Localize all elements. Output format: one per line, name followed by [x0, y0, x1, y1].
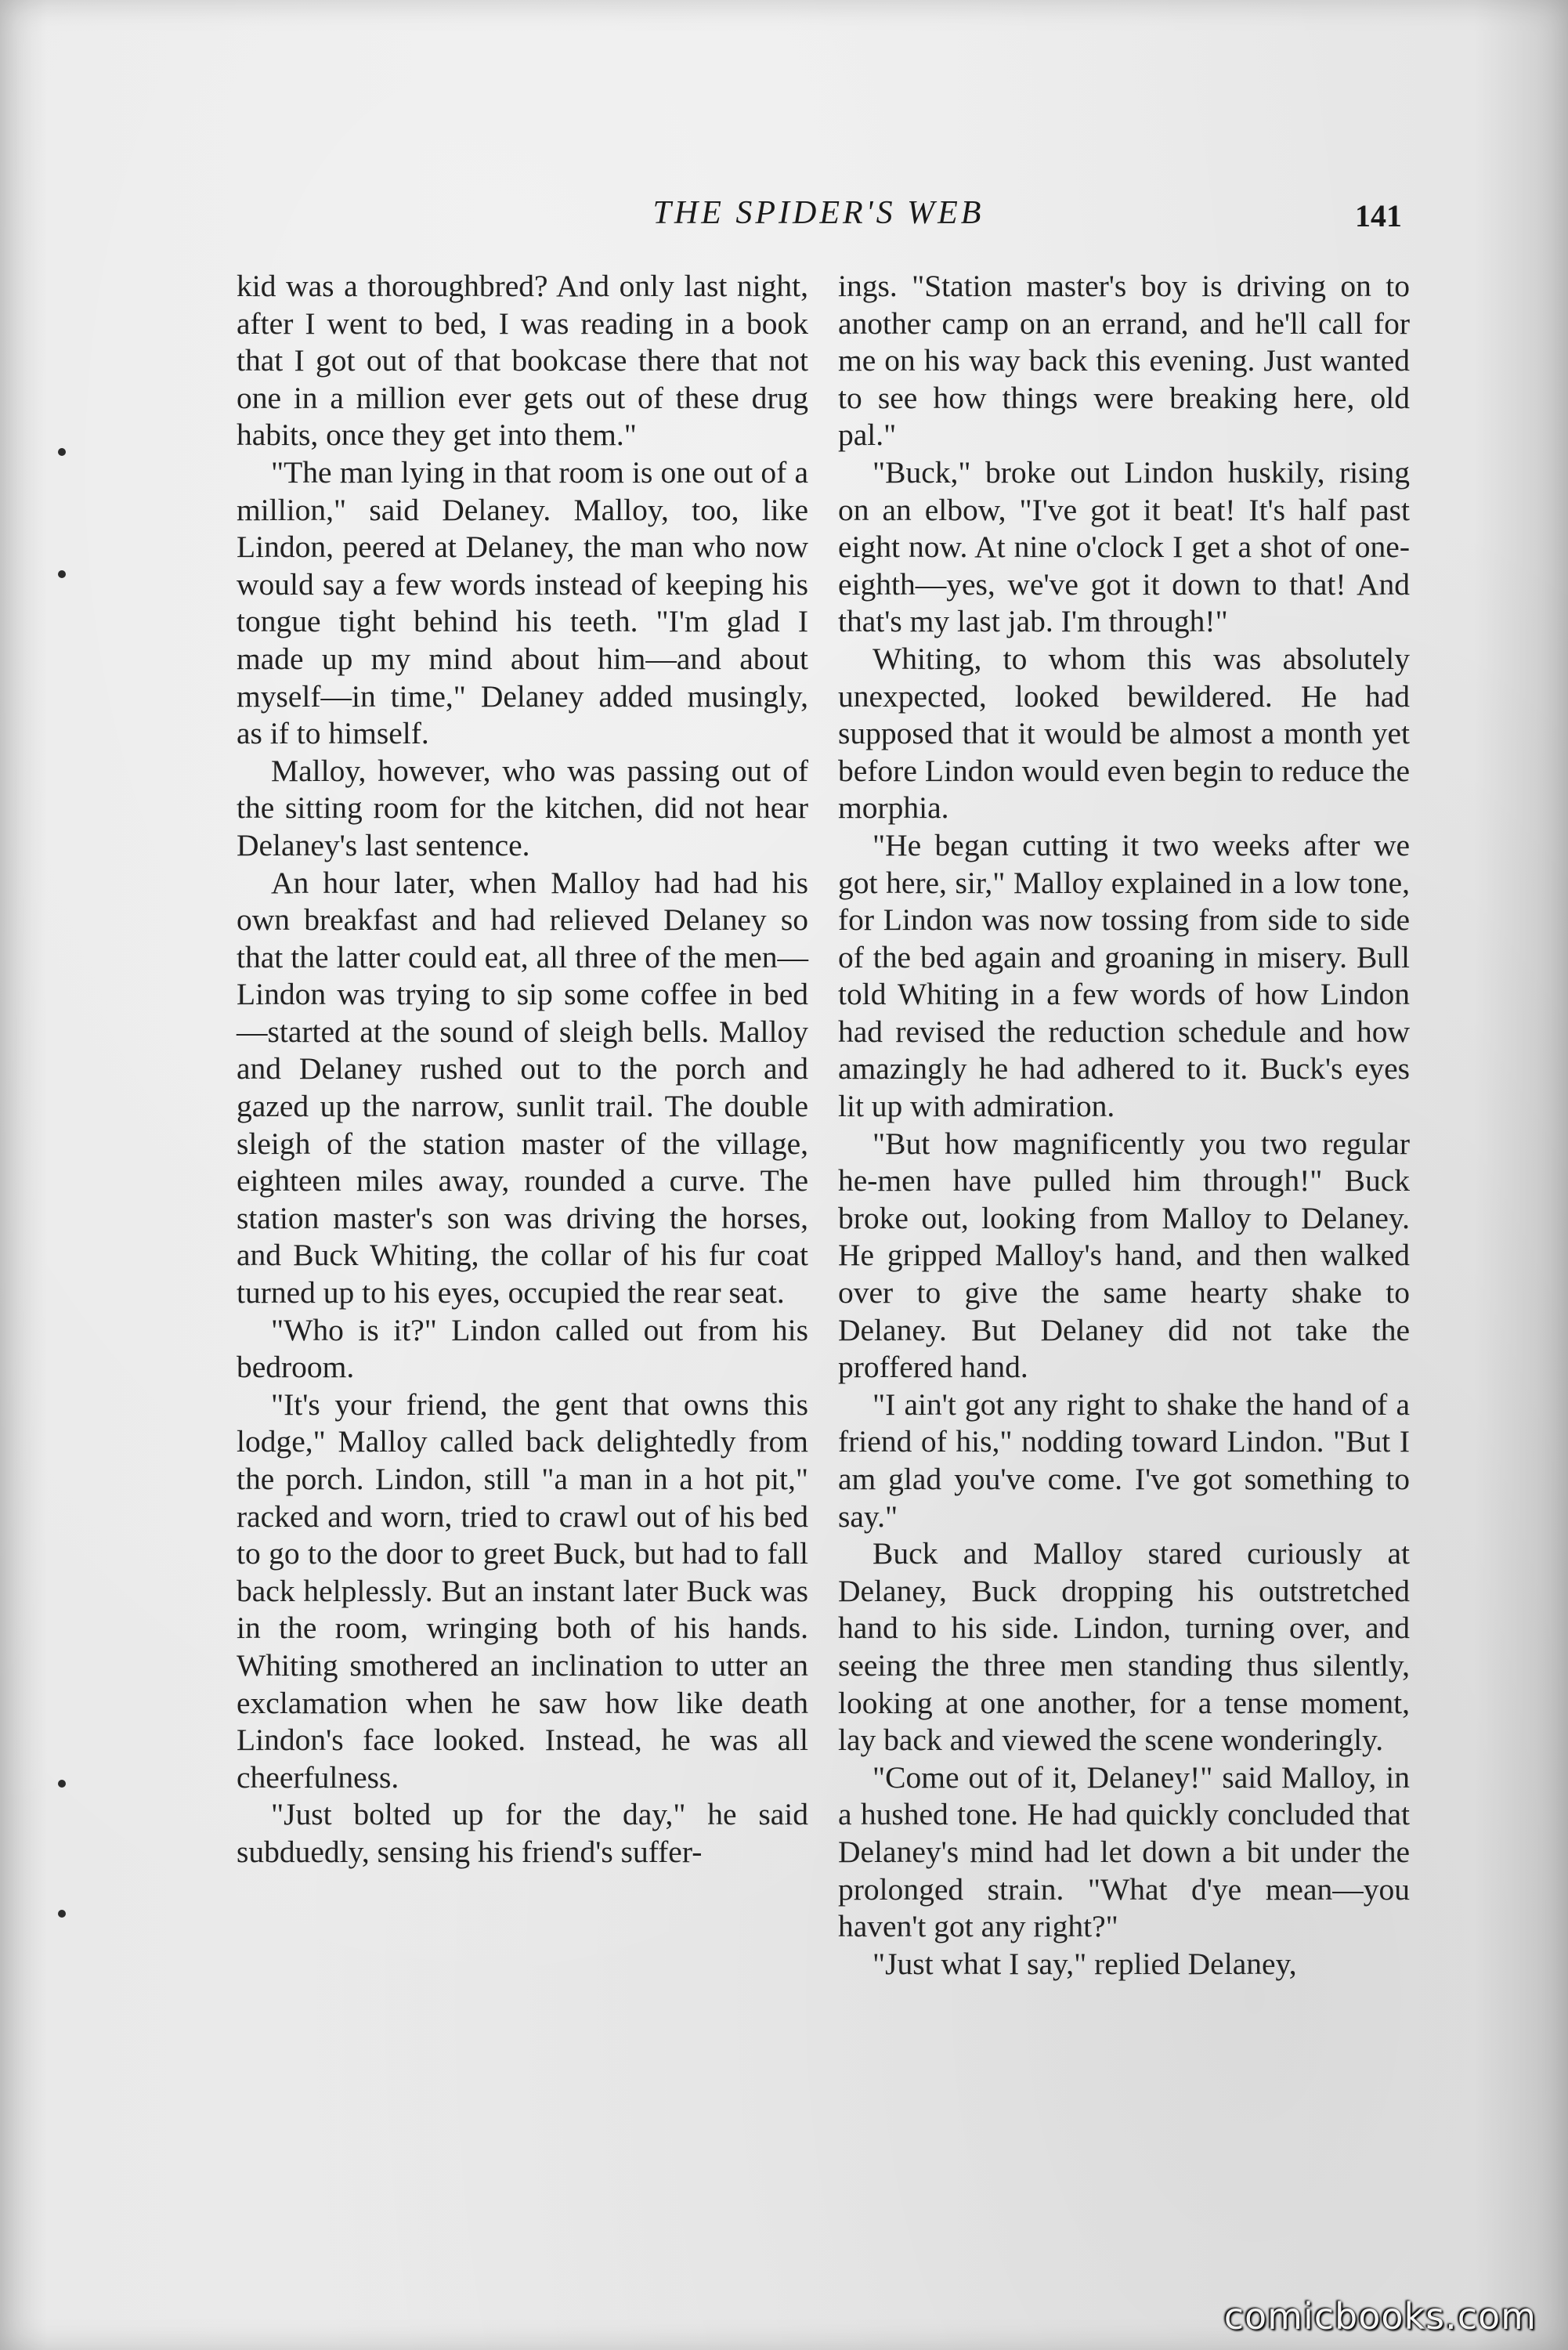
running-head: THE SPIDER'S WEB — [652, 195, 985, 231]
paragraph: "Who is it?" Lindon called out from his bedroom. — [237, 1312, 808, 1385]
paragraph: Buck and Malloy stared curiously at Delaney, Buck dropping his outstretched hand to his side. Lindon, turning over, and seeing the three men standing thus silently, looking at one another, for a tense moment, lay back and viewed the scene wonderingly. — [838, 1536, 1410, 1758]
paragraph: "He began cutting it two weeks after we got here, sir," Malloy explained in a low tone, for Lindon was now tossing from side to side of the bed again and groaning in misery. Bull told Whiting in a few words of how Lindon had revised the reduction schedule and how amazingly he had adhered to it. Buck's eyes lit up with admiration. — [838, 827, 1410, 1124]
left-column — [237, 268, 808, 1871]
binding-hole — [58, 1780, 66, 1788]
paragraph: "Just what I say," replied Delaney, — [873, 1946, 1297, 1981]
paragraph: kid was a thoroughbred? And only last night, after I went to bed, I was reading in a book that I got out of that bookcase there that not one in a million ever gets out of these drug habits, once they get into them." — [237, 269, 808, 453]
paragraph: "The man lying in that room is one out of a million," said Delaney. Malloy, too, like Lindon, peered at Delaney, the man who now would say a few words instead of keeping his tongue tight behind his teeth. "I'm glad I made up my mind about him—and about myself—in time," Delaney added musingly, as if to himself. — [237, 454, 808, 751]
paragraph: ings. "Station master's boy is driving on to another camp on an errand, and he'll call for me on his way back this evening. Just wanted to see how things were breaking here, old pal." — [838, 269, 1410, 453]
binding-hole — [58, 448, 66, 456]
page-number: 141 — [1355, 198, 1402, 233]
paragraph: Whiting, to whom this was absolutely unexpected, looked bewildered. He had supposed that it would be almost a month yet before Lindon would even begin to reduce the morphia. — [838, 641, 1410, 826]
paragraph: "I ain't got any right to shake the hand of a friend of his," nodding toward Lindon. "But I am glad you've come. I've got something to say." — [838, 1386, 1410, 1534]
paragraph: "Just bolted up for the day," he said subduedly, sensing his friend's suffer- — [237, 1797, 808, 1869]
page-header — [235, 194, 1402, 241]
right-column — [838, 268, 1410, 1983]
paragraph: Malloy, however, who was passing out of the sitting room for the kitchen, did not hear Delaney's last sentence. — [237, 753, 808, 862]
watermark: comicbooks.com — [1223, 2295, 1537, 2337]
binding-hole — [58, 1910, 66, 1918]
paragraph: "Come out of it, Delaney!" said Malloy, in a hushed tone. He had quickly concluded that Delaney's mind had let down a bit under the prolonged strain. "What d'ye mean—you haven't got any right?" — [838, 1759, 1410, 1944]
paragraph: "It's your friend, the gent that owns this lodge," Malloy called back delightedly from the porch. Lindon, still "a man in a hot pit," racked and worn, tried to crawl out of his bed to go to the door to greet Buck, but had to fall back helplessly. But an instant later Buck was in the room, wringing both of his hands. Whiting smothered an inclination to utter an exclamation when he saw how like death Lindon's face looked. Instead, he was all cheerfulness. — [237, 1386, 808, 1795]
binding-hole — [58, 570, 66, 578]
paragraph: "Buck," broke out Lindon huskily, rising on an elbow, "I've got it beat! It's half past eight now. At nine o'clock I get a shot of one-eighth—yes, we've got it down to that! And that's my last jab. I'm through!" — [838, 454, 1410, 639]
paragraph: An hour later, when Malloy had had his own breakfast and had relieved Delaney so that the latter could eat, all three of the men—Lindon was trying to sip some coffee in bed—started at the sound of sleigh bells. Malloy and Delaney rushed out to the porch and gazed up the narrow, sunlit trail. The double sleigh of the station master of the village, eighteen miles away, rounded a curve. The station master's son was driving the horses, and Buck Whiting, the collar of his fur coat turned up to his eyes, occupied the rear seat. — [237, 865, 808, 1311]
paragraph: "But how magnificently you two regular he-men have pulled him through!" Buck broke out, looking from Malloy to Delaney. He gripped Malloy's hand, and then walked over to give the same hearty shake to Delaney. But Delaney did not take the proffered hand. — [838, 1126, 1410, 1385]
